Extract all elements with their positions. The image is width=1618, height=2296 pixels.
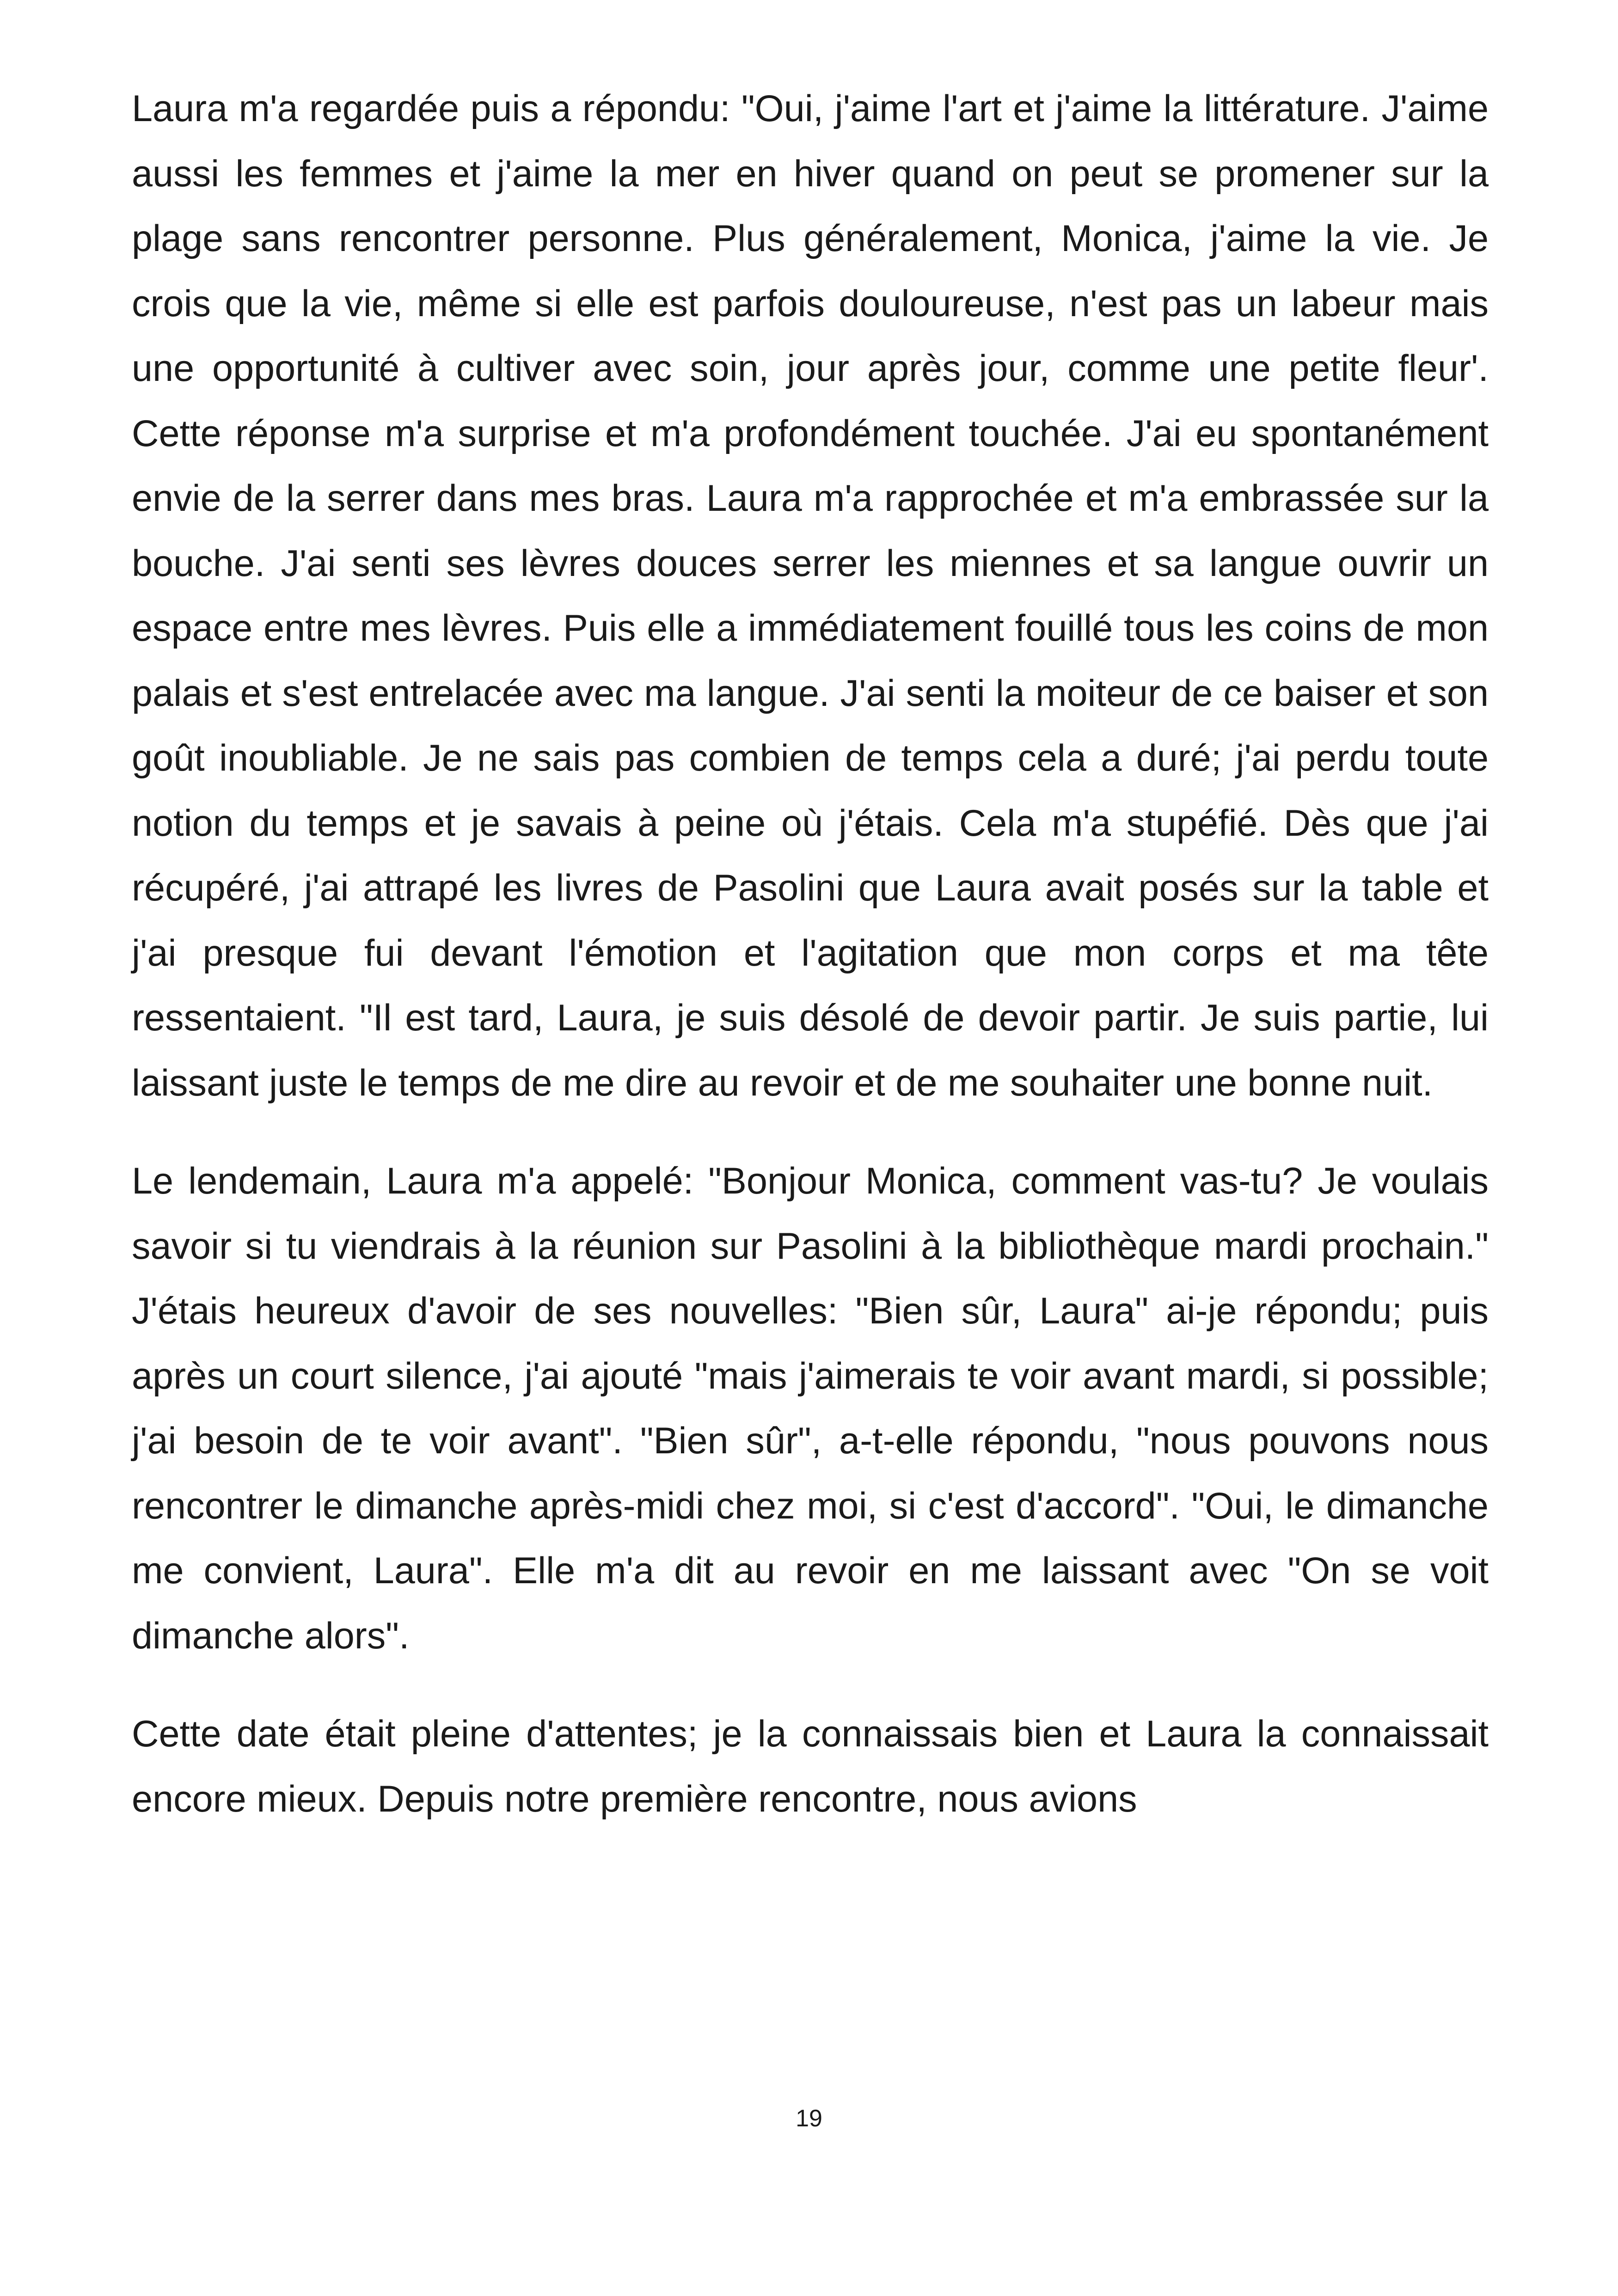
page-number: 19 bbox=[796, 2105, 822, 2132]
paragraph-3: Cette date était pleine d'attentes; je la connaissais bien et Laura la connaissait encore mieux. Depuis notre première rencontre, nous avions bbox=[132, 1713, 1489, 1820]
body-text bbox=[132, 76, 1489, 1865]
paragraph-2: Le lendemain, Laura m'a appelé: "Bonjour Monica, comment vas-tu? Je voulais savoir si tu viendrais à la réunion sur Pasolini à la bibliothèque mardi prochain." J'étais heureux d'avoir de ses nouvelles: "Bien sûr, Laura" ai-je répondu; puis après un court silence, j'ai ajouté "mais j'aimerais te voir avant mardi, si possible; j'ai besoin de te voir avant". "Bien sûr", a-t-elle répondu, "nous pouvons nous rencontrer le dimanche après-midi chez moi, si c'est d'accord". "Oui, le dimanche me convient, Laura". Elle m'a dit au revoir en me laissant avec "On se voit dimanche alors". bbox=[132, 1160, 1489, 1657]
paragraph-1: Laura m'a regardée puis a répondu: "Oui, j'aime l'art et j'aime la littérature. J'aime aussi les femmes et j'aime la mer en hiver quand on peut se promener sur la plage sans rencontrer personne. Plus généralement, Monica, j'aime la vie. Je crois que la vie, même si elle est parfois douloureuse, n'est pas un labeur mais une opportunité à cultiver avec soin, jour après jour, comme une petite fleur'. Cette réponse m'a surprise et m'a profondément touchée. J'ai eu spontanément envie de la serrer dans mes bras. Laura m'a rapprochée et m'a embrassée sur la bouche. J'ai senti ses lèvres douces serrer les miennes et sa langue ouvrir un espace entre mes lèvres. Puis elle a immédiatement fouillé tous les coins de mon palais et s'est entrelacée avec ma langue. J'ai senti la moiteur de ce baiser et son goût inoubliable. Je ne sais pas combien de temps cela a duré; j'ai perdu toute notion du temps et je savais à peine où j'étais. Cela m'a stupéfié. Dès que j'ai récupéré, j'ai attrapé les livres de Pasolini que Laura avait posés sur la table et j'ai presque fui devant l'émotion et l'agitation que mon corps et ma tête ressentaient. "Il est tard, Laura, je suis désolé de devoir partir. Je suis partie, lui laissant juste le temps de me dire au revoir et de me souhaiter une bonne nuit. bbox=[132, 88, 1489, 1104]
